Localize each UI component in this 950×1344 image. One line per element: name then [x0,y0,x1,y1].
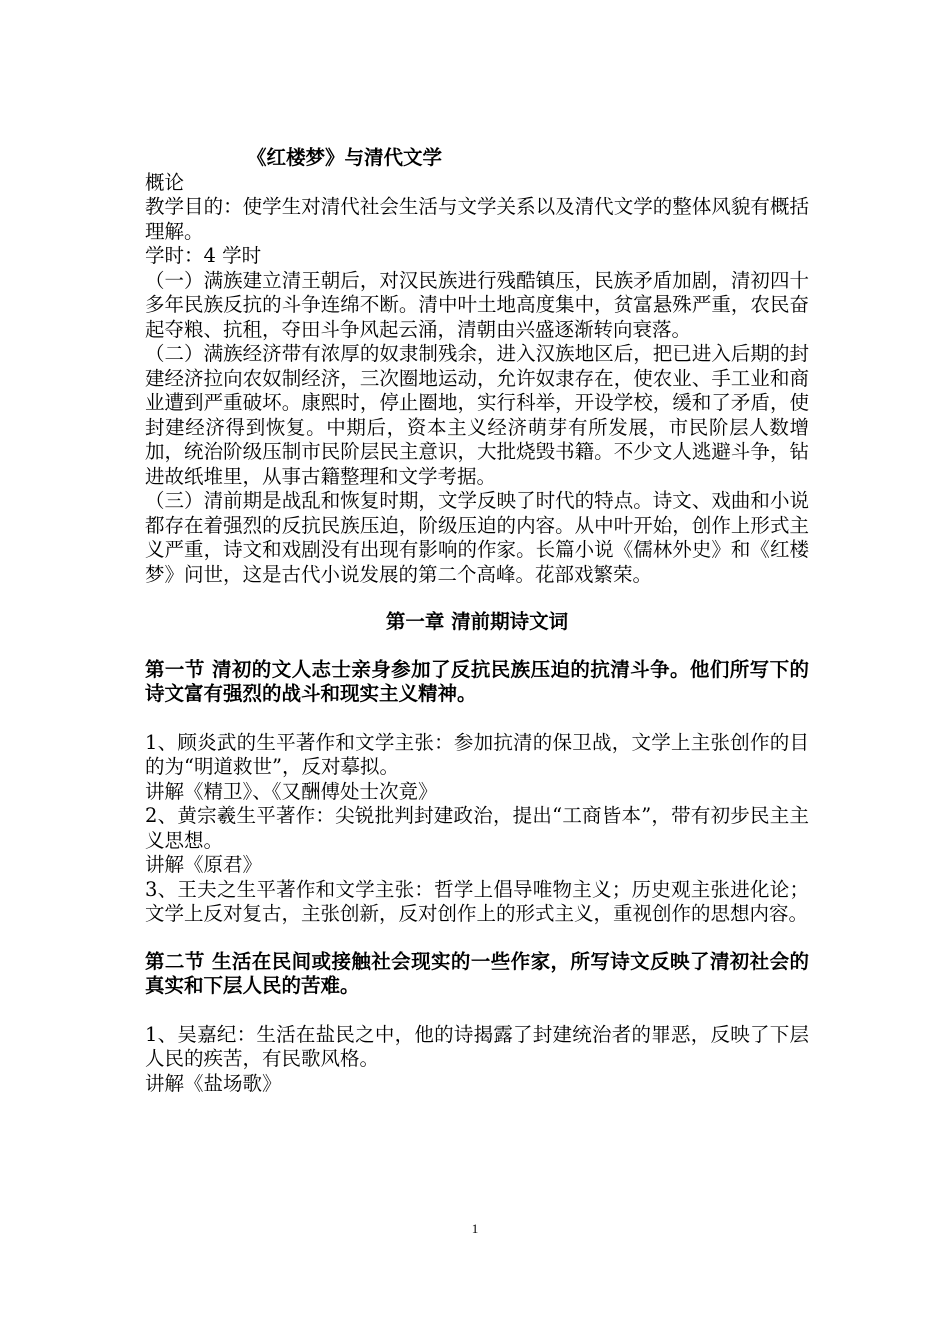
section-2-heading: 第二节 生活在民间或接触社会现实的一些作家，所写诗文反映了清初社会的真实和下层人民的苦难。 [145,949,809,997]
teaching-purpose: 教学目的：使学生对清代社会生活与文学关系以及清代文学的整体风貌有概括理解。 [145,195,809,243]
section-1-item-2: 2、黄宗羲生平著作：尖锐批判封建政治，提出“工商皆本”，带有初步民主主义思想。 [145,804,809,852]
section-1-item-2-lecture: 讲解《原君》 [145,853,263,876]
section-1-item-3: 3、王夫之生平著作和文学主张：哲学上倡导唯物主义；历史观主张进化论；文学上反对复古，主张创新，反对创作上的形式主义，重视创作的思想内容。 [145,877,809,925]
document-body [145,146,809,1096]
section-1-item-1-lecture: 讲解《精卫》、《又酬傅处士次竟》 [145,779,438,803]
section-2-item-1-lecture: 讲解《盐场歌》 [145,1071,282,1095]
paragraph-3: （三）清前期是战乱和恢复时期，文学反映了时代的特点。诗文、戏曲和小说都存在着强烈的反抗民族压迫，阶级压迫的内容。从中叶开始，创作上形式主义严重，诗文和戏剧没有出现有影响的作家。长篇小说《儒林外史》和《红楼梦》问世，这是古代小说发展的第二个高峰。花部戏繁荣。 [145,489,809,586]
chapter-heading: 第一章 清前期诗文词 [385,610,569,633]
page-number: 1 [471,1221,479,1236]
document-title: 《红楼梦》与清代文学 [247,146,443,169]
section-2-item-1: 1、吴嘉纪：生活在盐民之中，他的诗揭露了封建统治者的罪恶，反映了下层人民的疾苦，有民歌风格。 [145,1022,809,1070]
section-1-heading: 第一节 清初的文人志士亲身参加了反抗民族压迫的抗清斗争。他们所写下的诗文富有强烈的战斗和现实主义精神。 [145,657,809,705]
paragraph-1: （一）满族建立清王朝后，对汉民族进行残酷镇压，民族矛盾加剧，清初四十多年民族反抗的斗争连绵不断。清中叶土地高度集中，贫富悬殊严重，农民奋起夺粮、抗租，夺田斗争风起云涌，清朝由兴盛逐渐转向衰落。 [145,268,809,341]
paragraph-2: （二）满族经济带有浓厚的奴隶制残余，进入汉族地区后，把已进入后期的封建经济拉向农奴制经济，三次圈地运动，允许奴隶存在，使农业、手工业和商业遭到严重破坏。康熙时，停止圈地，实行科举，开设学校，缓和了矛盾，使封建经济得到恢复。中期后，资本主义经济萌芽有所发展，市民阶层人数增加，统治阶级压制市民阶层民主意识，大批烧毁书籍。不少文人逃避斗争，钻进故纸堆里，从事古籍整理和文学考据。 [145,342,809,488]
class-hours: 学时：4 学时 [145,244,262,267]
section-1-item-1: 1、顾炎武的生平著作和文学主张：参加抗清的保卫战，文学上主张创作的目的为“明道救世”，反对摹拟。 [145,730,809,778]
intro-heading: 概论 [145,170,185,194]
